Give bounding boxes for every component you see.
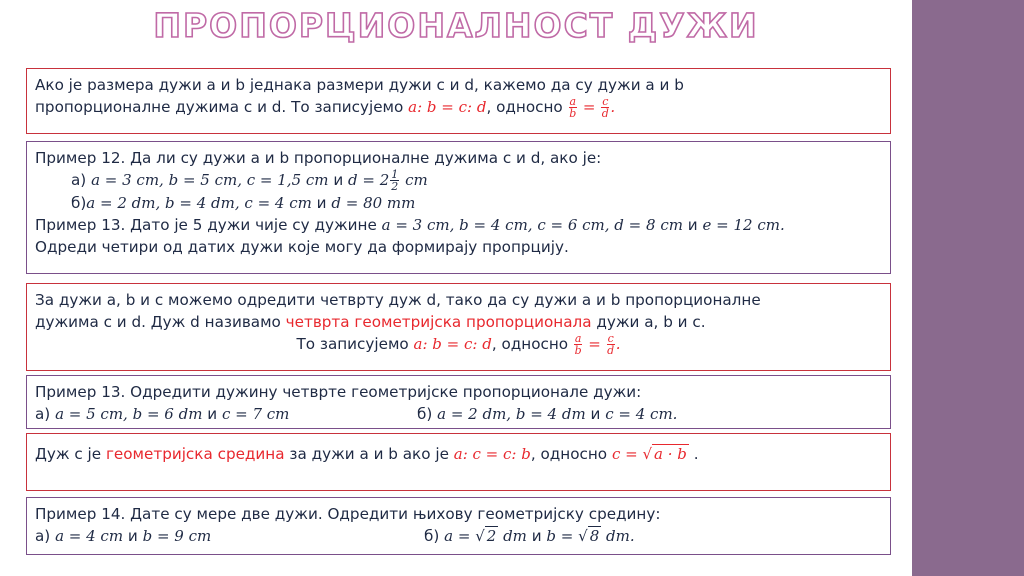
connector-text: , односно	[530, 445, 612, 463]
fraction-c-d	[607, 333, 615, 356]
connector-text: , односно	[491, 335, 573, 353]
fraction-numerator: a	[569, 95, 577, 108]
example-12-title: Пример 12. Да ли су дужи a и b пропорционалне дужима c и d, ако је:	[35, 149, 602, 167]
connector-text: и	[328, 171, 349, 189]
connector-text: и	[202, 405, 222, 423]
math-expression: e = 12 cm.	[702, 216, 785, 234]
definition-line-1: За дужи a, b и c можемо одредити четврту дуж d, тако да су дужи a и b пропорционалне	[35, 291, 761, 309]
math-expression: a =	[444, 527, 476, 545]
fraction-c-d	[601, 96, 609, 119]
definition-box-geometric-mean	[26, 433, 891, 491]
fraction-numerator: c	[607, 332, 614, 345]
fraction-a-b	[574, 333, 583, 356]
definition-box-fourth-proportional	[26, 283, 891, 371]
part-label: б)	[417, 405, 438, 423]
definition-line-2	[35, 311, 882, 333]
unit-text: cm	[400, 171, 428, 189]
definition-text: Дуж c је	[35, 445, 106, 463]
example-text: Пример 13. Дато је 5 дужи чије су дужине	[35, 216, 382, 234]
example-13-part-b	[417, 403, 677, 425]
example-12-part-a	[35, 169, 882, 192]
definition-line-1: Ако је размера дужи a и b једнака размери дужи c и d, кажемо да су дужи a и b	[35, 76, 684, 94]
fraction-denominator: b	[569, 107, 577, 120]
definition-text: за дужи a и b ако је	[284, 445, 454, 463]
math-expression: a = 5 cm, b = 6 dm	[55, 405, 203, 423]
definition-line-3	[35, 333, 882, 356]
unit-text: dm.	[601, 527, 635, 545]
definition-box-proportional	[26, 68, 891, 134]
sqrt-icon: √	[642, 445, 653, 463]
example-13-title: Пример 13. Одредити дужину четврте геометријске пропорционале дужи:	[35, 383, 642, 401]
sqrt-content: 8	[589, 527, 600, 545]
geometric-mean-definition	[35, 443, 882, 465]
math-expression: d = 2	[348, 171, 390, 189]
example-box-13-fourth	[26, 375, 891, 429]
fraction-a-b	[569, 96, 578, 119]
definition-text: дужима c и d. Дуж d називамо	[35, 313, 286, 331]
part-label: а)	[35, 527, 56, 545]
definition-text: дужи a, b и c.	[591, 313, 706, 331]
example-13-line-1	[35, 214, 882, 236]
math-expression: a = 3 cm, b = 4 cm, c = 6 cm, d = 8 cm	[381, 216, 683, 234]
side-panel	[912, 0, 1024, 576]
page-title: ПРОПОРЦИОНАЛНОСТ ДУЖИ	[153, 6, 759, 45]
math-expression: c = 7 cm	[221, 405, 290, 423]
example-14-part-b	[424, 525, 635, 547]
period: .	[610, 98, 616, 116]
example-box-14	[26, 497, 891, 555]
connector-text: и	[585, 405, 606, 423]
unit-text: dm	[498, 527, 527, 545]
math-expression: b = 9 cm	[142, 527, 212, 545]
highlighted-term: геометријска средина	[105, 445, 285, 463]
highlighted-term: четврта геометријска пропорционала	[285, 313, 592, 331]
period: .	[688, 445, 699, 463]
math-expression: a = 4 cm	[55, 527, 124, 545]
example-13-line-2: Одреди четири од датих дужи које могу да формирају пропрцију.	[35, 238, 569, 256]
example-14-parts	[35, 525, 882, 547]
definition-line-2	[35, 96, 882, 119]
equals-sign: =	[583, 335, 606, 353]
connector-text: , односно	[486, 98, 568, 116]
part-label: б)	[71, 194, 87, 212]
math-expression: b =	[546, 527, 579, 545]
fraction-numerator: c	[602, 95, 609, 108]
fraction-denominator: b	[574, 344, 582, 357]
connector-text: и	[311, 194, 332, 212]
math-expression: a = 2 dm, b = 4 dm	[437, 405, 586, 423]
definition-text: То записујемо	[296, 335, 414, 353]
math-expression: d = 80 mm	[331, 194, 416, 212]
connector-text: и	[123, 527, 143, 545]
sqrt-content: a · b	[654, 445, 687, 463]
math-expression: c = 4 cm.	[605, 405, 678, 423]
part-label: б)	[424, 527, 445, 545]
definition-text: пропорционалне дужима c и d. То записујемо	[35, 98, 409, 116]
example-13-parts	[35, 403, 882, 425]
example-14-title: Пример 14. Дате су мере две дужи. Одредити њихову геометријску средину:	[35, 505, 661, 523]
math-expression: a = 2 dm, b = 4 dm, c = 4 cm	[86, 194, 312, 212]
fraction-numerator: a	[574, 332, 582, 345]
sqrt-icon: √	[475, 527, 485, 545]
sqrt-icon: √	[578, 527, 588, 545]
period: .	[615, 335, 621, 353]
part-label: а)	[35, 405, 56, 423]
fraction-one-half	[390, 169, 399, 192]
connector-text: и	[682, 216, 703, 234]
ratio-formula: a: c = c: b	[453, 445, 531, 463]
connector-text: и	[526, 527, 547, 545]
fraction-denominator: d	[601, 107, 609, 120]
example-12-part-b	[35, 192, 882, 214]
sqrt-content: 2	[486, 527, 497, 545]
fraction-numerator: 1	[391, 168, 399, 181]
ratio-formula: a: b = c: d	[408, 98, 487, 116]
equals-sign: =	[578, 98, 601, 116]
ratio-formula: a: b = c: d	[413, 335, 492, 353]
fraction-denominator: 2	[391, 180, 399, 193]
example-box-12-13	[26, 141, 891, 274]
fraction-denominator: d	[607, 344, 615, 357]
math-expression: c =	[611, 445, 643, 463]
math-expression: a = 3 cm, b = 5 cm, c = 1,5 cm	[91, 171, 329, 189]
part-label: а)	[71, 171, 92, 189]
